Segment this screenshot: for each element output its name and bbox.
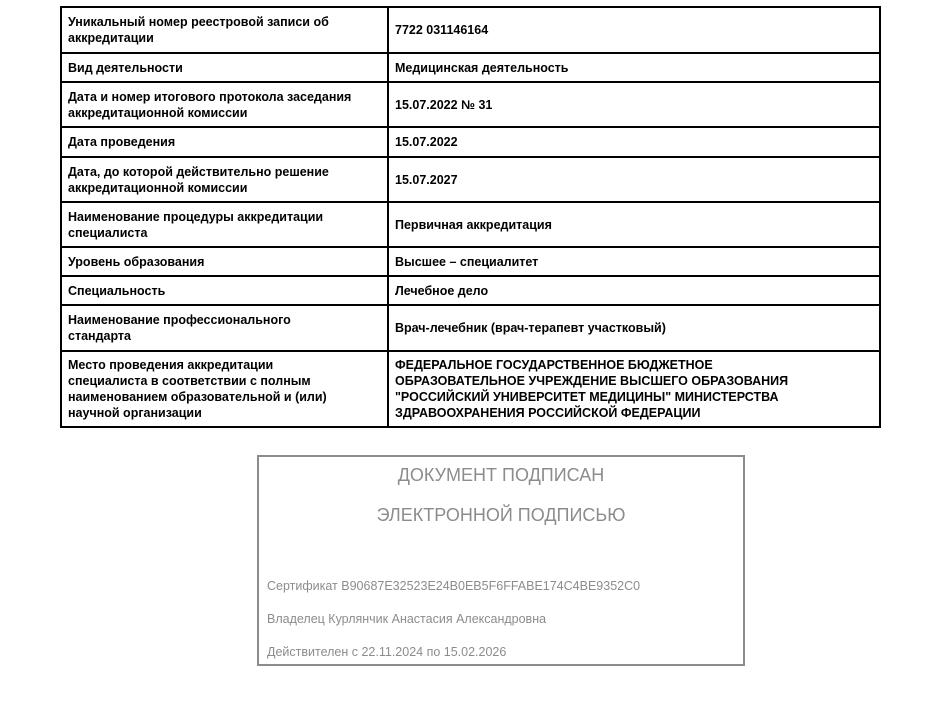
stamp-title-line2: ЭЛЕКТРОННОЙ ПОДПИСЬЮ	[376, 505, 626, 525]
row-value	[388, 157, 880, 202]
table-row	[61, 276, 880, 305]
table-row	[61, 157, 880, 202]
row-label-text: Наименование профессионального стандарта	[68, 313, 291, 343]
education-level-value: Высшее – специалитет	[395, 254, 539, 269]
row-value	[388, 127, 880, 157]
row-label	[61, 247, 388, 276]
row-value	[388, 82, 880, 127]
electronic-signature-stamp	[257, 455, 745, 666]
stamp-title-line1: ДОКУМЕНТ ПОДПИСАН	[397, 465, 605, 485]
row-label-text: Дата и номер итогового протокола заседания аккредитационной комиссии	[68, 89, 352, 120]
row-label-text: Дата проведения	[68, 135, 176, 149]
row-value	[388, 7, 880, 53]
row-label-text: Вид деятельности	[68, 60, 183, 75]
organization-value: ФЕДЕРАЛЬНОЕ ГОСУДАРСТВЕННОЕ БЮДЖЕТНОЕ ОБРАЗОВАТЕЛЬНОЕ УЧРЕЖДЕНИЕ ВЫСШЕГО ОБРАЗОВАНИЯ "РОССИЙСКИЙ УНИВЕРСИТЕТ МЕДИЦИНЫ" МИНИСТЕРСТВА ЗДРАВООХРАНЕНИЯ РОССИЙСКОЙ ФЕДЕРАЦИИ	[395, 358, 789, 420]
accreditation-table	[60, 6, 881, 428]
row-value	[388, 276, 880, 305]
stamp-owner: Владелец Курлянчик Анастасия Александровна	[267, 612, 547, 626]
row-label	[61, 53, 388, 82]
table-row	[61, 351, 880, 427]
activity-type-value: Медицинская деятельность	[395, 60, 569, 75]
row-label-text: Место проведения аккредитации специалиста в соответствии с полным наименованием образовательной и (или) научной организации	[68, 358, 327, 420]
row-label-text: Уникальный номер реестровой записи об аккредитации	[68, 15, 329, 45]
specialty-value: Лечебное дело	[395, 283, 489, 298]
valid-until-value: 15.07.2027	[395, 172, 458, 187]
row-value	[388, 247, 880, 276]
row-label	[61, 157, 388, 202]
row-label-text: Дата, до которой действительно решение аккредитационной комиссии	[68, 164, 329, 195]
stamp-validity: Действителен с 22.11.2024 по 15.02.2026	[267, 645, 507, 659]
registry-number-value: 7722 031146164	[395, 23, 489, 37]
row-label	[61, 202, 388, 247]
protocol-value: 15.07.2022 № 31	[395, 97, 493, 112]
table-row	[61, 127, 880, 157]
table-row	[61, 305, 880, 351]
row-label-text: Специальность	[68, 283, 166, 298]
procedure-value: Первичная аккредитация	[395, 217, 552, 232]
row-label	[61, 7, 388, 53]
date-held-value: 15.07.2022	[395, 135, 458, 149]
row-value	[388, 202, 880, 247]
row-value	[388, 351, 880, 427]
row-label	[61, 127, 388, 157]
table-row	[61, 202, 880, 247]
row-label	[61, 351, 388, 427]
stamp-certificate: Сертификат B90687E32523E24B0EB5F6FFABE174C4BE9352C0	[267, 579, 641, 593]
row-label	[61, 305, 388, 351]
professional-standard-value: Врач-лечебник (врач-терапевт участковый)	[395, 321, 666, 335]
row-label	[61, 276, 388, 305]
table-row	[61, 247, 880, 276]
row-value	[388, 53, 880, 82]
row-value	[388, 305, 880, 351]
row-label-text: Наименование процедуры аккредитации специалиста	[68, 209, 324, 240]
table-row	[61, 7, 880, 53]
table-row	[61, 53, 880, 82]
row-label	[61, 82, 388, 127]
table-row	[61, 82, 880, 127]
row-label-text: Уровень образования	[68, 254, 205, 269]
